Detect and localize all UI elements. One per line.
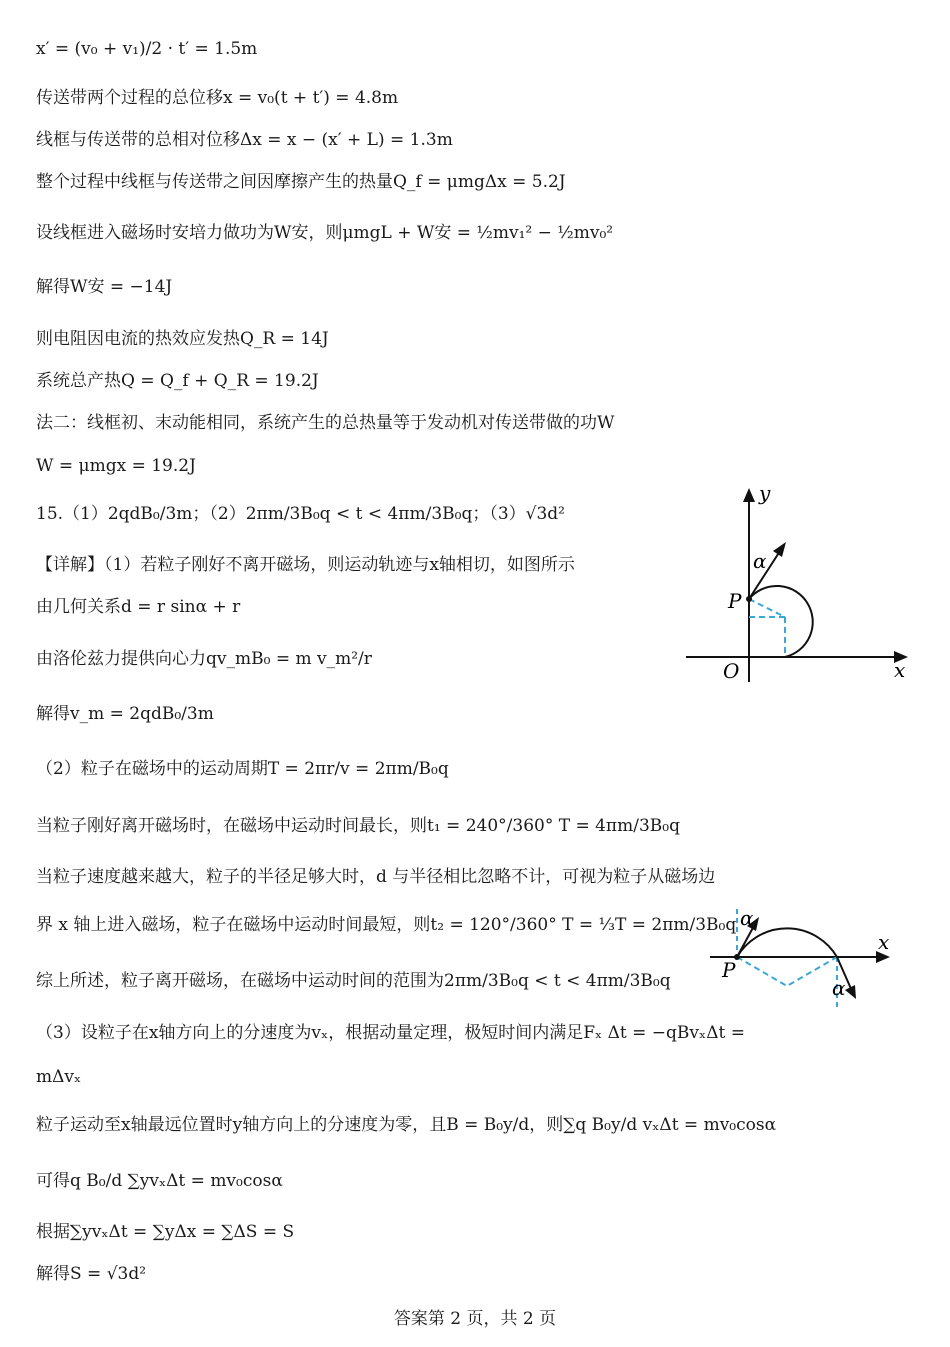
alpha-label: α (753, 549, 767, 573)
line-22: mΔvₓ (36, 1067, 82, 1087)
line-12: 【详解】（1）若粒子刚好不离开磁场，则运动轨迹与x轴相切，如图所示 (36, 555, 575, 575)
alpha-label-bottom: α (832, 976, 846, 1000)
line-19: 界 x 轴上进入磁场，粒子在磁场中运动时间最短，则t₂ = 120°/360° T = ⅓T = 2πm/3B₀q (36, 915, 737, 935)
point-p-dot (746, 596, 752, 602)
line-20: 综上所述，粒子离开磁场，在磁场中运动时间的范围为2πm/3B₀q < t < 4πm/3B₀q (36, 971, 671, 991)
line-11: 15.（1）2qdB₀/3m；（2）2πm/3B₀q < t < 4πm/3B₀q；（3）√3d² (36, 504, 566, 524)
line-14: 由洛伦兹力提供向心力qv_mB₀ = m v_m²/r (36, 649, 372, 669)
line-17: 当粒子刚好离开磁场时，在磁场中运动时间最长，则t₁ = 240°/360° T = 4πm/3B₀q (36, 816, 680, 836)
line-3: 线框与传送带的总相对位移Δx = x − (x′ + L) = 1.3m (36, 130, 453, 150)
line-4: 整个过程中线框与传送带之间因摩擦产生的热量Q_f = μmgΔx = 5.2J (36, 172, 566, 192)
origin-label: O (723, 659, 740, 683)
radius-dashed (737, 957, 837, 986)
trajectory-arc (749, 586, 813, 657)
line-6: 解得W安 = −14J (36, 277, 173, 297)
line-8: 系统总产热Q = Q_f + Q_R = 19.2J (36, 371, 319, 391)
figure-short-arc (700, 895, 910, 1010)
line-18: 当粒子速度越来越大，粒子的半径足够大时，d 与半径相比忽略不计，可视为粒子从磁场边 (36, 867, 716, 887)
point-p-label: P (728, 589, 742, 613)
trajectory-arc (737, 928, 837, 957)
velocity-arrow-icon (773, 542, 786, 557)
line-7: 则电阻因电流的热效应发热Q_R = 14J (36, 329, 329, 349)
alpha-label-top: α (740, 906, 754, 930)
line-5: 设线框进入磁场时安培力做功为W安，则μmgL + W安 = ½mv₁² − ½mv₀² (36, 223, 614, 243)
line-16: （2）粒子在磁场中的运动周期T = 2πr/v = 2πm/B₀q (36, 759, 449, 779)
y-axis-arrow-icon (743, 488, 755, 502)
x-axis-label: x (894, 658, 906, 682)
line-15: 解得v_m = 2qdB₀/3m (36, 704, 214, 724)
line-21: （3）设粒子在x轴方向上的分速度为vₓ，根据动量定理，极短时间内满足Fₓ Δt = −qBvₓΔt = (36, 1023, 745, 1043)
line-1: x′ = (v₀ + v₁)/2 · t′ = 1.5m (36, 39, 258, 59)
point-p-label: P (722, 958, 736, 982)
line-26: 解得S = √3d² (36, 1264, 147, 1284)
radius-dashed (749, 599, 785, 617)
y-axis-label: y (759, 482, 771, 505)
line-23: 粒子运动至x轴最远位置时y轴方向上的分速度为零，且B = B₀y/d，则∑q B₀y/d vₓΔt = mv₀cosα (36, 1115, 777, 1135)
figure-circle-tangent (680, 482, 920, 692)
line-25: 根据∑yvₓΔt = ∑yΔx = ∑ΔS = S (36, 1222, 295, 1242)
page-footer: 答案第 2 页，共 2 页 (393, 1309, 557, 1329)
x-axis-label: x (878, 930, 890, 954)
line-10: W = μmgx = 19.2J (36, 456, 196, 476)
line-2: 传送带两个过程的总位移x = v₀(t + t′) = 4.8m (36, 88, 399, 108)
line-9: 法二：线框初、末动能相同，系统产生的总热量等于发动机对传送带做的功W (36, 413, 615, 433)
line-13: 由几何关系d = r sinα + r (36, 597, 241, 617)
line-24: 可得q B₀/d ∑yvₓΔt = mv₀cosα (36, 1171, 283, 1191)
